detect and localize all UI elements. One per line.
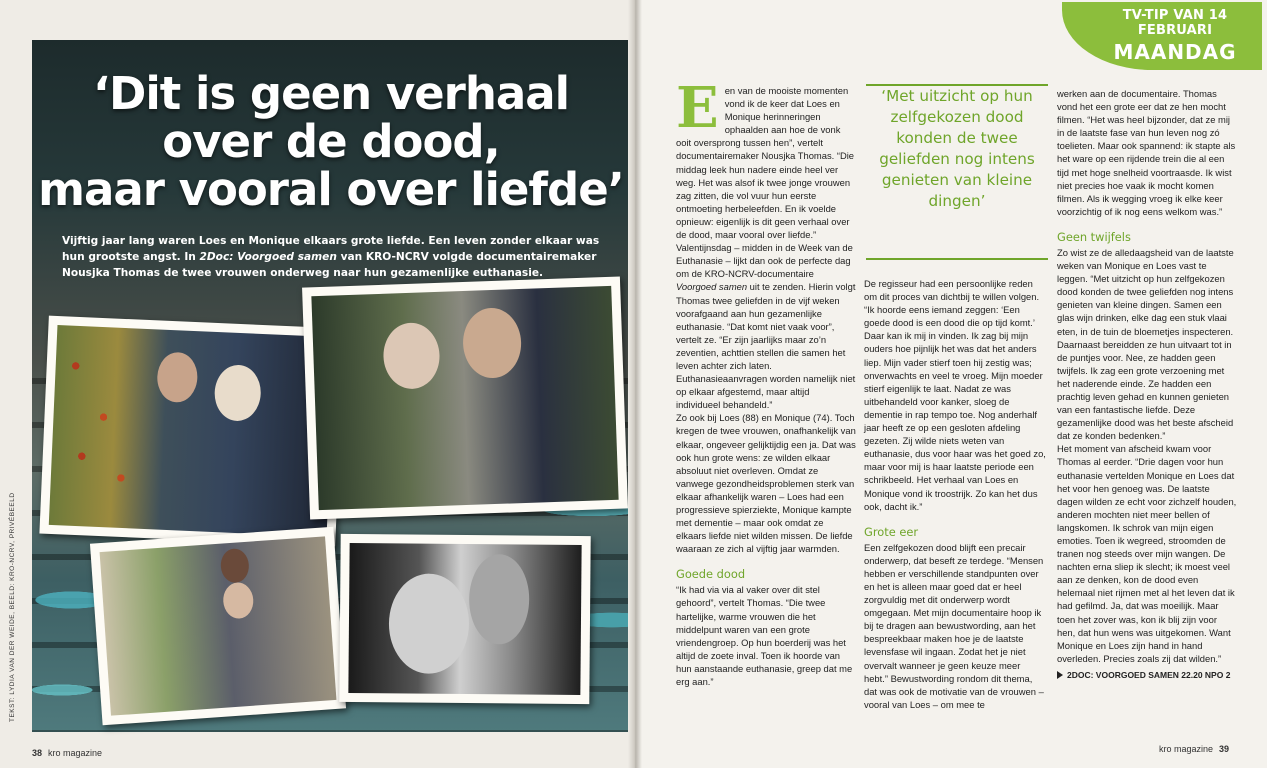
broadcast-info — [1057, 669, 1237, 682]
paragraph: De regisseur had een persoonlijke reden om dit proces van dichtbij te willen volgen. “Ik hoorde eens iemand zeggen: ‘Een goede dood is een dood die op tijd komt.’ Daar kan ik mij in vinden. Ik zag bij mijn ouders hoe pijnlijk het was dat het anders liep. Mijn vader stierf toen hij zestig was; onverwachts en veel te vroeg. Mijn moeder stierf eigenlijk te laat. Nadat ze was uitbehandeld voor kanker, sloeg de dementie in rap tempo toe. Nog anderhalf jaar heeft ze op een gesloten afdeling gezeten. Zij wilde niets weten van euthanasie, dus voor haar was het goed zo, maar voor mij is haar laatste periode een schrikbeeld. Het verhaal van Loes en Monique vond ik troostrijk. Zo kan het dus ook, dacht ik.” — [864, 278, 1046, 512]
tv-tip-date: TV-TIP VAN 14 FEBRUARI — [1122, 8, 1228, 38]
paragraph: “Ik had via via al vaker over dit stel gehoord”, vertelt Thomas. “Die twee hartelijke, warme vrouwen die het middelpunt waren van een grote vriendengroep. Op hun boerderij was het altijd de zoete inval. Toen ik hoorde van hun aanstaande euthanasie, greep dat me erg aan.” — [676, 584, 853, 688]
broadcast-info-text: 2DOC: VOORGOED SAMEN 22.20 NPO 2 — [1067, 669, 1231, 680]
subheading-grote-eer: Grote eer — [864, 524, 919, 539]
page-gutter — [628, 0, 642, 768]
headline-line-3: maar vooral over liefde’ — [38, 163, 624, 216]
pull-quote-rule-bottom — [866, 258, 1048, 260]
opening-paragraph: Een van de mooiste momenten vond ik de keer dat Loes en Monique herinneringen ophaalden aan hoe de vonk ooit oversprong tussen hen”, vertelt documentairemaker Nousjka Thomas. “Die middag leek hun nadere einde heel ver weg. Het was alsof ik twee jonge vrouwen zag zitten, die vol vuur hun eerste ontmoeting herbeleefden. En ik voelde opnieuw: eigenlijk is dit geen verhaal over de dood, maar vooral over liefde.” — [676, 75, 855, 241]
intro-paragraph: Vijftig jaar lang waren Loes en Monique elkaars grote liefde. Een leven zonder elkaar was hun grootste angst. In 2Doc: Voorgoed samen van KRO-NCRV volgde documentairemaker Nousjka Thomas de twee vrouwen onderweg naar hun gezamenlijke euthanasie. — [62, 235, 600, 279]
subheading-goede-dood: Goede dood — [676, 567, 746, 582]
paragraph: Zo wist ze de alledaagsheid van de laatste weken van Monique en Loes vast te leggen. “Met uitzicht op hun zelfgekozen dood konden de twee geliefden nog intens genieten van kleine dingen. Samen een glas wijn drinken, elke dag een stuk vlaai eten, in de tuin de bloemetjes inspecteren. Daarnaast bereidden ze hun uitvaart tot in de puntjes voor. Nee, ze hadden geen twijfels. Ik zag een grote verzoening met het naderende einde. Ze hadden een prachtig leven gehad en kunnen genieten van een fantastische liefde. Deze gezamenlijke dood was het beste afscheid dat ze konden bedenken.” — [1057, 246, 1234, 442]
page-number-right: 39 — [1219, 744, 1230, 754]
play-triangle-icon — [1057, 671, 1063, 679]
article-column-1 — [676, 75, 856, 688]
photo-couple-portrait — [302, 277, 628, 520]
paragraph: Het moment van afscheid kwam voor Thomas al eerder. “Drie dagen voor hun euthanasie vertelden Monique en Loes dat het voor hen genoeg was. De laatste dagen wilden ze echt voor zichzelf houden, anderen mochten niet meer bellen of langskomen. Ik schrok van mijn eigen emoties. Toen ik wegreed, stroomden de tranen nog steeds over mijn wangen. De nachten erna sliep ik slecht; ik moest veel aan ze denken, kon de dood even helemaal niet rijmen met al het leven dat ik had gefilmd. Ja, dat was moeilijk. Maar toen het zover was, kon ik blij zijn voor hen, dat hun wens was uitgekomen. Want Monique en Loes zijn hand in hand overleden. Precies zoals zij dat wilden.” — [1057, 443, 1237, 664]
article-column-3 — [1057, 87, 1237, 682]
folio-right — [1159, 744, 1229, 754]
paragraph: Een zelfgekozen dood blijft een precair onderwerp, dat beseft ze terdege. “Mensen hebben er verschillende standpunten over en het is alleen maar goed dat er heel zorgvuldig met dit onderwerp wordt omgegaan. Met mijn documentaire hoop ik bij te dragen aan bewustwording, aan het bespreekbaar maken hoe je de laatste levensfase wil ingaan. Zodat het je niet overvalt wanneer je geen keuze meer hebt.” Bewustwording rondom dit thema, dat was ook de motivatie van de vrouwen – vooral van Loes – om mee te — [864, 541, 1044, 710]
photo-black-white-kiss — [339, 534, 590, 704]
tv-tip-badge — [1062, 2, 1262, 70]
tv-tip-day: MAANDAG — [1113, 40, 1237, 64]
article-column-2 — [864, 277, 1046, 711]
folio-left — [32, 748, 102, 758]
paragraph: werken aan de documentaire. Thomas vond het een grote eer dat ze hen mocht filmen. “Het was heel bijzonder, dat ze mij in de laatste fase van hun leven nog zó toelieten. Maar ook spannend: ik stapte als het ware op een rijdende trein die al een tijd met hoge snelheid voortraasde. Ik wist niet precies hoe vaak ik mocht komen filmen. Als ik wegging vroeg ik elke keer voorzichtig of ik nog eens welkom was.” — [1057, 88, 1236, 217]
magazine-name-left: kro magazine — [48, 748, 103, 758]
magazine-name-right: kro magazine — [1159, 744, 1214, 754]
pull-quote: ‘Met uitzicht op hun zelfgekozen dood konden de twee geliefden nog intens genieten van kleine dingen’ — [879, 87, 1035, 210]
page-number-left: 38 — [32, 748, 43, 758]
photo-credit: TEKST: LYDIA VAN DER WEIDE, BEELD: KRO-NCRV, PRIVÉBEELD — [9, 492, 16, 722]
photo-garden-berries — [39, 316, 344, 547]
drop-cap: E — [676, 75, 719, 141]
paragraph: Zo ook bij Loes (88) en Monique (74). Toch kregen de twee vrouwen, onafhankelijk van elkaar, ongeveer gelijktijdig een ja. Dat was ook hun grote wens: ze wilden elkaar absoluut niet overleven. Omdat ze vanwege gezondheidsproblemen sterk van elkaar afhankelijk waren – Loes had een progressieve spierziekte, Monique kampte met dementie – maar ook omdat ze elkaars liefde niet wilden missen. De liefde waaraan ze zich al vijftig jaar warmden. — [676, 412, 856, 555]
paragraph: Valentijnsdag – midden in de Week van de Euthanasie – lijkt dan ook de perfecte dag om de KRO-NCRV-documentaire Voorgoed samen uit te zenden. Hierin volgt Thomas twee geliefden in de vijf weken voorafgaand aan hun gezamenlijke euthanasie. “Dat komt niet vaak voor”, vertelt ze. “Er zijn jaarlijks maar zo’n zeventien, achttien stellen die samen het leven achter zich laten. Euthanasieaanvragen worden namelijk niet op elkaar afgestemd, maar altijd individueel behandeld.” — [676, 242, 856, 411]
headline — [32, 67, 630, 216]
headline-line-2: over de dood, — [162, 115, 500, 168]
headline-line-1: ‘Dit is geen verhaal — [92, 67, 570, 120]
photo-couple-garden-chair — [90, 527, 346, 726]
subheading-geen-twijfels: Geen twijfels — [1057, 229, 1131, 244]
